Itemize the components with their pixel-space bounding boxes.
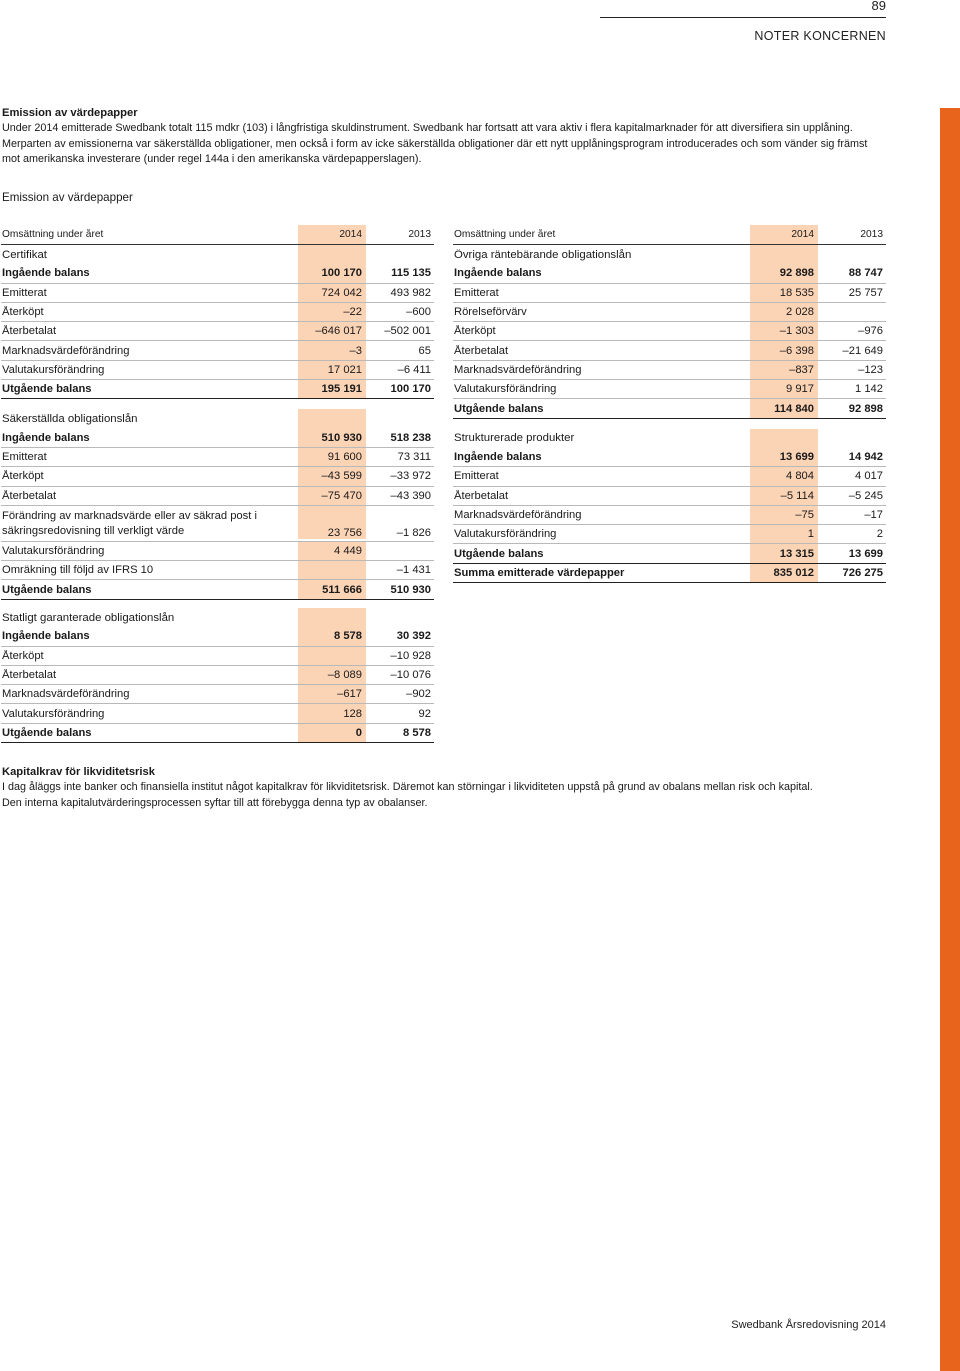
value-2014: 835 012	[750, 564, 818, 582]
table-row	[453, 544, 886, 563]
group-heading	[1, 245, 434, 264]
value-2014	[750, 245, 818, 264]
row-label: Rörelseförvärv	[454, 306, 527, 319]
row-label: Marknadsvärdeförändring	[2, 688, 130, 701]
value-2013: 73 311	[397, 451, 431, 464]
value-2014: –75	[750, 506, 818, 524]
header-label: Omsättning under året	[454, 229, 556, 240]
value-2013: 30 392	[396, 630, 431, 643]
value-2013: –10 928	[390, 649, 431, 662]
value-2013: 1 142	[855, 383, 883, 396]
value-2014: –22	[298, 303, 366, 321]
table-row	[1, 627, 434, 646]
row-label: Övriga räntebärande obligationslån	[454, 248, 632, 261]
value-2014: 195 191	[298, 380, 366, 398]
table-row	[1, 647, 434, 666]
value-2014: –43 599	[298, 467, 366, 485]
value-2013: –123	[858, 363, 883, 376]
table-row	[1, 542, 434, 561]
table-row	[453, 284, 886, 303]
bottom-table	[1, 608, 434, 743]
value-2013: 8 578	[403, 726, 431, 739]
row-label: Emitterat	[454, 286, 499, 299]
value-2014: 4 804	[750, 467, 818, 485]
liquidity-line-1: I dag åläggs inte banker och finansiella institut något kapitalkrav för likviditetsrisk. Däremot kan störningar i likviditeten uppstå på grund av obalans mellan risk och kapital.	[2, 781, 813, 794]
table-row	[1, 704, 434, 723]
value-2014: –3	[298, 341, 366, 359]
tables-heading: Emission av värdepapper	[2, 191, 133, 204]
row-label: Förändring av marknadsvärde eller av säkrad post i säkringsredovisning till verkligt värde	[2, 509, 257, 537]
value-2014: 4 449	[298, 542, 366, 560]
header-rule	[600, 17, 886, 18]
table-header	[453, 225, 886, 245]
value-2014: –75 470	[298, 487, 366, 505]
row-label: Valutakursförändring	[454, 383, 557, 396]
row-label: Summa emitterade värdepapper	[454, 566, 625, 579]
value-2014: 17 021	[298, 361, 366, 379]
intro-section	[2, 106, 882, 168]
table-row	[1, 487, 434, 506]
table-row	[453, 525, 886, 544]
row-label: Emitterat	[2, 286, 47, 299]
table-row	[1, 685, 434, 704]
left-table	[1, 225, 434, 600]
value-2013: –502 001	[384, 325, 431, 338]
row-label: Marknadsvärdeförändring	[454, 363, 582, 376]
row-label: Marknadsvärdeförändring	[454, 509, 582, 521]
value-2013: –5 245	[848, 489, 883, 502]
row-label: Marknadsvärdeförändring	[2, 344, 130, 357]
value-2014	[298, 608, 366, 627]
row-label: Återköpt	[2, 470, 44, 483]
value-2014: 114 840	[750, 399, 818, 417]
value-2013: –17	[864, 509, 883, 521]
value-2013: –902	[406, 688, 431, 701]
row-label: Omräkning till följd av IFRS 10	[2, 564, 154, 577]
value-2013: –43 390	[390, 489, 431, 502]
header-label: Omsättning under året	[2, 229, 104, 240]
header-col-2013: 2013	[408, 229, 431, 240]
value-2013: 2	[876, 528, 883, 541]
value-2014: 13 699	[750, 448, 818, 466]
value-2013: 518 238	[390, 431, 431, 444]
value-2013: 25 757	[848, 286, 883, 299]
table-row	[453, 322, 886, 341]
row-label: Utgående balans	[2, 726, 92, 739]
value-2014: –646 017	[298, 322, 366, 340]
value-2014: 724 042	[298, 284, 366, 302]
table-header	[1, 225, 434, 245]
table-row	[1, 341, 434, 360]
row-label: Återbetalat	[2, 669, 57, 682]
value-2014: 92 898	[750, 264, 818, 282]
value-2013: 726 275	[842, 566, 883, 579]
row-label: Emitterat	[454, 470, 499, 483]
row-label: Ingående balans	[2, 267, 90, 280]
table-row	[453, 264, 886, 283]
value-2014: 91 600	[298, 448, 366, 466]
group-heading	[1, 409, 434, 428]
row-label: Utgående balans	[454, 402, 544, 415]
table-row	[1, 724, 434, 743]
value-2013: 510 930	[390, 583, 431, 596]
row-label: Valutakursförändring	[454, 528, 557, 541]
row-label: Valutakursförändring	[2, 363, 105, 376]
value-2013: –10 076	[390, 669, 431, 682]
row-label: Återbetalat	[2, 325, 57, 338]
row-label: Strukturerade produkter	[454, 432, 575, 445]
header-col-2014: 2014	[298, 225, 366, 244]
header-col-2013: 2013	[860, 229, 883, 240]
value-2014	[298, 561, 366, 579]
value-2014: –6 398	[750, 341, 818, 359]
value-2013: 493 982	[390, 286, 431, 299]
row-label: Återbetalat	[454, 489, 509, 502]
table-row	[1, 322, 434, 341]
table-row	[453, 380, 886, 399]
table-row	[1, 467, 434, 486]
value-2014: 1	[750, 525, 818, 543]
liquidity-heading: Kapitalkrav för likviditetsrisk	[2, 766, 155, 778]
row-label: Återköpt	[2, 306, 44, 319]
value-2013: 88 747	[848, 267, 883, 280]
group-heading	[453, 245, 886, 264]
row-label: Utgående balans	[2, 383, 92, 396]
row-label: Ingående balans	[2, 630, 90, 643]
table-row	[1, 580, 434, 599]
row-spacer	[1, 399, 434, 409]
row-label: Valutakursförändring	[2, 545, 105, 557]
value-2014: –837	[750, 361, 818, 379]
intro-heading: Emission av värdepapper	[2, 107, 138, 119]
row-label: Återbetalat	[2, 489, 57, 502]
group-heading	[1, 608, 434, 627]
value-2014: 0	[298, 724, 366, 742]
value-2013: 92	[418, 707, 431, 720]
value-2013: –21 649	[842, 344, 883, 357]
value-2014: 8 578	[298, 627, 366, 645]
row-label: Valutakursförändring	[2, 707, 105, 720]
row-label: Certifikat	[2, 248, 47, 261]
value-2013: –6 411	[397, 363, 431, 376]
value-2014	[298, 409, 366, 428]
row-label: Återköpt	[454, 325, 496, 338]
row-label: Återköpt	[2, 649, 44, 662]
table-row	[453, 564, 886, 583]
table-row	[1, 448, 434, 467]
group-heading	[453, 429, 886, 448]
value-2014	[750, 429, 818, 448]
table-row	[453, 487, 886, 506]
row-label: Utgående balans	[454, 547, 544, 560]
value-2014: –8 089	[298, 666, 366, 684]
row-label: Ingående balans	[2, 431, 90, 444]
table-row	[453, 341, 886, 360]
table-row	[1, 303, 434, 322]
value-2014: –5 114	[750, 487, 818, 505]
value-2013: 4 017	[855, 470, 883, 483]
right-table	[453, 225, 886, 583]
table-row	[453, 448, 886, 467]
value-2014: 100 170	[298, 264, 366, 282]
accent-bar	[940, 108, 960, 1371]
row-label: Emitterat	[2, 451, 47, 464]
value-2014: 2 028	[750, 303, 818, 321]
value-2013: 13 699	[848, 547, 883, 560]
value-2013: 65	[418, 344, 431, 357]
row-label: Ingående balans	[454, 451, 542, 464]
value-2013: –600	[406, 306, 431, 319]
value-2014: 13 315	[750, 544, 818, 562]
liquidity-section	[2, 765, 882, 811]
table-row	[1, 361, 434, 380]
value-2014: –1 303	[750, 322, 818, 340]
value-2014: 511 666	[298, 580, 366, 598]
section-title: NOTER KONCERNEN	[754, 29, 886, 43]
value-2013: 115 135	[391, 267, 431, 280]
table-row	[1, 284, 434, 303]
header-col-2014: 2014	[750, 225, 818, 244]
value-2013: –33 972	[390, 470, 431, 483]
row-label: Ingående balans	[454, 267, 542, 280]
value-2014: 510 930	[298, 429, 366, 447]
value-2013: –1 431	[396, 564, 431, 577]
table-row	[1, 429, 434, 448]
table-row	[453, 467, 886, 486]
row-label: Säkerställda obligationslån	[2, 413, 138, 426]
value-2013: 14 942	[848, 451, 883, 464]
table-row	[1, 506, 434, 542]
value-2013: –1 826	[396, 526, 431, 539]
value-2013: –976	[858, 325, 883, 338]
value-2014: 9 917	[750, 380, 818, 398]
intro-paragraph: Under 2014 emitterade Swedbank totalt 115 mdkr (103) i långfristiga skuldinstrument. Swedbank har fortsatt att vara aktiv i flera kapitalmarknader för att diversifiera sin upplåning. Merparten av emissionerna var säkerställda obligationer, men också i form av icke säkerställda obligationer där ett nytt upplåningsprogram introducerades och som vänder sig främst mot amerikanska investerare (under regel 144a i den amerikanska värdepapperslagen).	[2, 122, 868, 166]
table-row	[1, 666, 434, 685]
table-row	[1, 264, 434, 283]
row-label: Statligt garanterade obligationslån	[2, 611, 175, 624]
table-row	[1, 380, 434, 399]
row-spacer	[453, 419, 886, 429]
liquidity-line-2: Den interna kapitalutvärderingsprocessen syftar till att förebygga denna typ av obalanser.	[2, 796, 428, 809]
table-row	[453, 506, 886, 525]
value-2014	[298, 245, 366, 264]
table-row	[1, 561, 434, 580]
value-2014: 23 756	[298, 506, 366, 539]
row-label: Återbetalat	[454, 344, 509, 357]
publisher-footer: Swedbank Årsredovisning 2014	[731, 1319, 886, 1331]
row-label: Utgående balans	[2, 583, 92, 596]
table-row	[453, 361, 886, 380]
value-2014	[298, 647, 366, 665]
value-2013: 92 898	[848, 402, 883, 415]
page-number: 89	[871, 0, 886, 13]
table-row	[453, 303, 886, 322]
value-2014: –617	[298, 685, 366, 703]
value-2014: 18 535	[750, 284, 818, 302]
table-row	[453, 399, 886, 418]
value-2014: 128	[298, 704, 366, 722]
value-2013: 100 170	[390, 383, 431, 396]
